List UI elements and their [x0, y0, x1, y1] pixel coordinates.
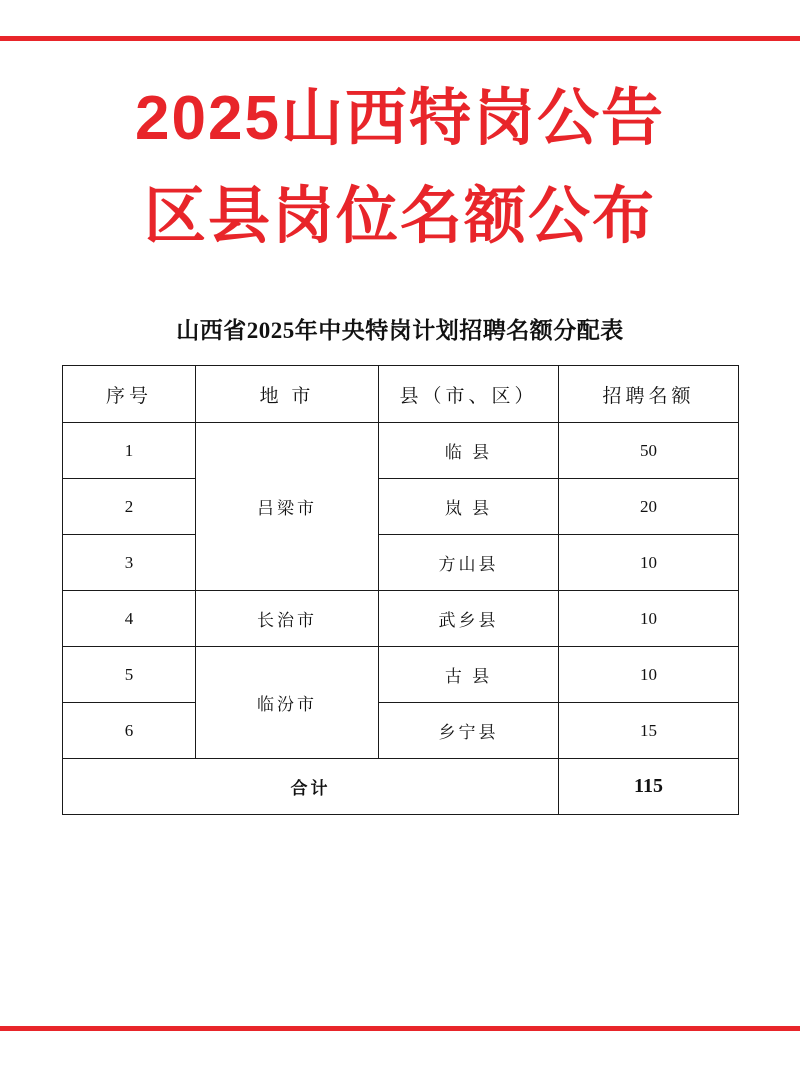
headline-line-1: 2025山西特岗公告 — [135, 84, 665, 153]
total-value: 115 — [559, 759, 739, 815]
table-row — [63, 535, 739, 591]
cell-index: 3 — [63, 535, 196, 591]
cell-county: 武乡县 — [379, 591, 559, 647]
cell-index: 2 — [63, 479, 196, 535]
bottom-divider-rule — [0, 1026, 800, 1031]
cell-city: 长治市 — [196, 591, 379, 647]
table-row — [63, 647, 739, 703]
table-title: 山西省2025年中央特岗计划招聘名额分配表 — [176, 318, 624, 343]
table-row — [63, 703, 739, 759]
cell-city: 临汾市 — [196, 647, 379, 759]
cell-quota: 10 — [559, 591, 739, 647]
headline-line-2: 区县岗位名额公布 — [143, 182, 656, 251]
cell-quota: 15 — [559, 703, 739, 759]
cell-quota: 50 — [559, 423, 739, 479]
cell-county: 岚 县 — [379, 479, 559, 535]
cell-county: 方山县 — [379, 535, 559, 591]
column-header-index: 序号 — [63, 366, 196, 423]
cell-city: 吕梁市 — [196, 423, 379, 591]
top-divider-rule — [0, 36, 800, 41]
column-header-city: 地 市 — [196, 366, 379, 423]
total-label: 合计 — [63, 759, 559, 815]
column-header-county: 县（市、区） — [379, 366, 559, 423]
cell-quota: 10 — [559, 647, 739, 703]
table-total-row — [63, 759, 739, 815]
cell-county: 临 县 — [379, 423, 559, 479]
quota-table — [62, 365, 739, 815]
table-row — [63, 423, 739, 479]
table-row — [63, 479, 739, 535]
cell-county: 古 县 — [379, 647, 559, 703]
cell-quota: 10 — [559, 535, 739, 591]
cell-index: 1 — [63, 423, 196, 479]
table-header-row — [63, 366, 739, 423]
cell-index: 4 — [63, 591, 196, 647]
quota-table-container — [62, 365, 738, 815]
cell-index: 5 — [63, 647, 196, 703]
cell-quota: 20 — [559, 479, 739, 535]
table-row — [63, 591, 739, 647]
cell-county: 乡宁县 — [379, 703, 559, 759]
cell-index: 6 — [63, 703, 196, 759]
column-header-quota: 招聘名额 — [559, 366, 739, 423]
table-header — [63, 366, 739, 423]
table-body — [63, 423, 739, 815]
